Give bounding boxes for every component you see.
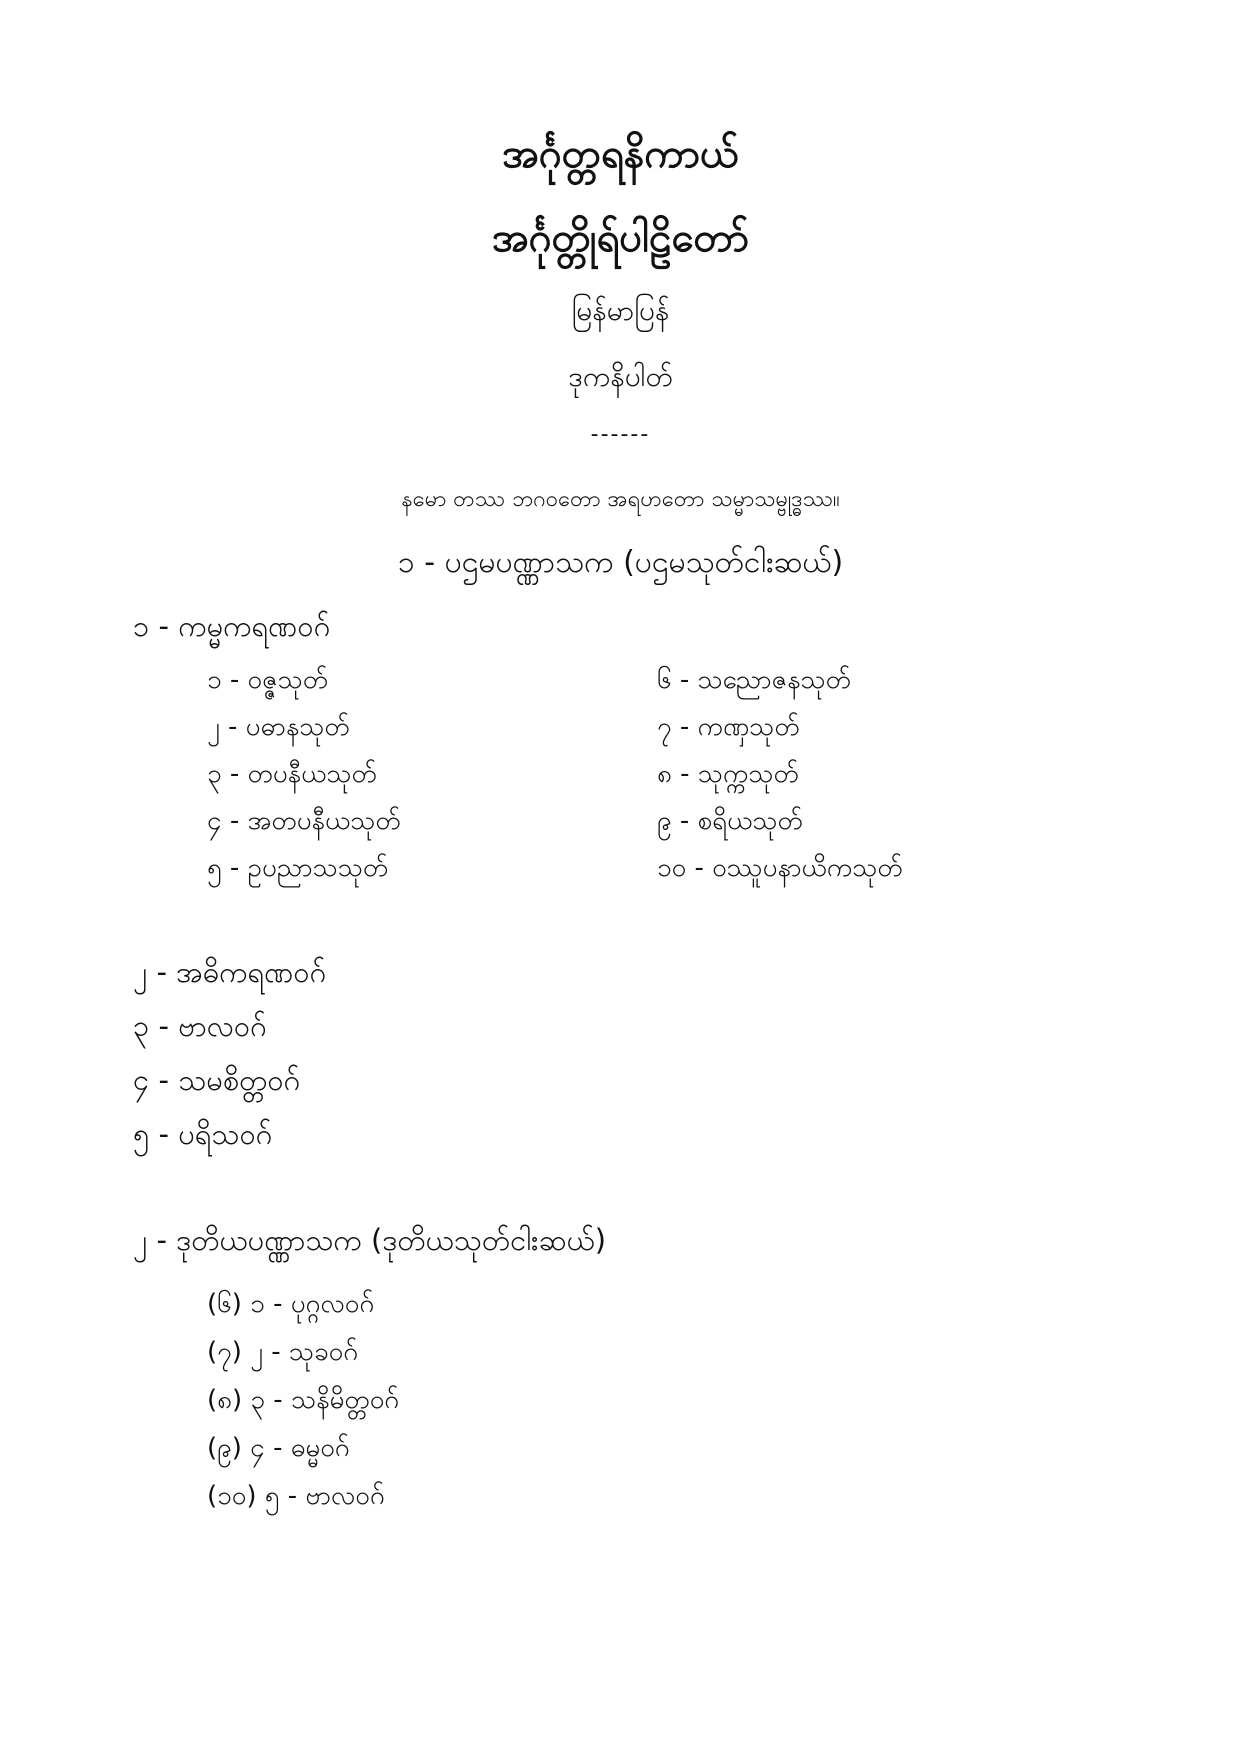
sutta-item: ၁၀ - ဝဿူပနာယိကသုတ်: [657, 853, 903, 883]
vagga-heading: ၃ - ဗာလဝဂ်: [133, 1009, 267, 1043]
pannasa-1-heading: ၁ - ပဌမပဏ္ဏာသက (ပဌမသုတ်ငါးဆယ်): [397, 545, 844, 580]
pannasa-2-heading: ၂ - ဒုတိယပဏ္ဏာသက (ဒုတိယသုတ်ငါးဆယ်): [133, 1223, 607, 1257]
vagga-item: (၆) ၁ - ပုဂ္ဂလဝဂ်: [207, 1289, 375, 1319]
vagga-item: (၁၀) ၅ - ဗာလဝဂ်: [207, 1481, 385, 1511]
sutta-item: ၁ - ဝဇ္ဇသုတ်: [207, 665, 329, 695]
translation-label: မြန်မာပြန်: [571, 294, 670, 327]
homage-line: နမော တဿ ဘဂဝတော အရဟတော သမ္မာသမ္ဗုဒ္ဓဿ။: [401, 487, 840, 512]
vagga-item: (၈) ၃ - သနိမိတ္တဝဂ်: [207, 1385, 400, 1415]
sutta-item: ၉ - စရိယသုတ်: [657, 806, 803, 836]
sutta-item: ၂ - ပဓာနသုတ်: [207, 712, 350, 742]
sutta-item: ၃ - တပနီယသုတ်: [207, 759, 377, 789]
sutta-item: ၅ - ဥပညာသသုတ်: [207, 853, 389, 883]
book-subtitle: အင်္ဂုတ္တိုရ်ပါဠိတော်: [492, 215, 749, 261]
vagga-heading: ၅ - ပရိသဝဂ်: [133, 1117, 273, 1151]
sutta-item: ၆ - သညောဇနသုတ်: [657, 665, 851, 695]
vagga-item: (၇) ၂ - သုခဝဂ်: [207, 1337, 359, 1367]
sutta-item: ၈ - သုက္ကသုတ်: [657, 759, 799, 789]
vagga-1-heading: ၁ - ကမ္မကရဏဝဂ်: [133, 609, 331, 643]
vagga-heading: ၄ - သမစိတ္တဝဂ်: [133, 1063, 301, 1097]
vagga-item: (၉) ၄ - ဓမ္မဝဂ်: [207, 1433, 350, 1463]
nipata-title: ဒုကနိပါတ်: [568, 360, 673, 393]
sutta-item: ၄ - အတပနီယသုတ်: [207, 806, 401, 836]
vagga-heading: ၂ - အဓိကရဏဝဂ်: [133, 955, 327, 989]
book-title: အင်္ဂုတ္တရနိကာယ်: [502, 131, 739, 177]
sutta-item: ၇ - ကဏှသုတ်: [657, 712, 800, 742]
separator: ------: [590, 422, 651, 447]
